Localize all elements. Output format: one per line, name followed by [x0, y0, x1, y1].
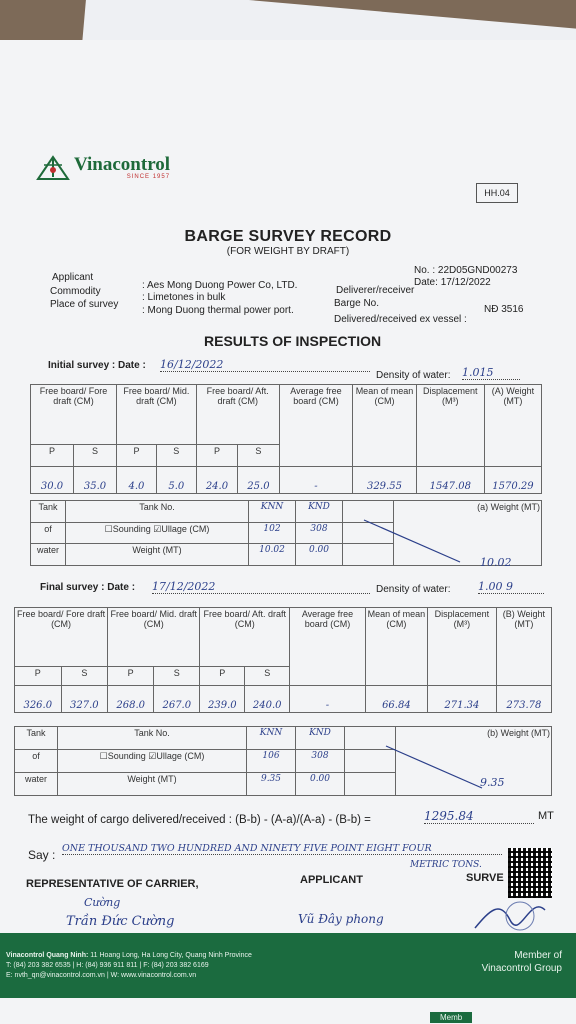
- water-word: water: [15, 773, 58, 796]
- say-value: ONE THOUSAND TWO HUNDRED AND NINETY FIVE POINT EIGHT FOUR: [62, 843, 502, 855]
- value-mid-s: 5.0: [156, 467, 196, 494]
- tank-result-header: (a) Weight (MT): [394, 501, 542, 566]
- footer-bar: [0, 933, 576, 998]
- strike-line: [360, 516, 470, 566]
- carrier-name: Trần Đức Cường: [66, 914, 175, 929]
- final-date: 17/12/2022: [152, 580, 370, 594]
- ullage-options: ☐Sounding ☑Ullage (CM): [58, 750, 247, 773]
- final-survey-label: Final survey : Date :: [40, 582, 136, 593]
- s-label: S: [245, 666, 290, 685]
- weight-knn: 9.35: [247, 773, 296, 796]
- weight-label: Weight (MT): [58, 773, 247, 796]
- header-fore: Free board/ Fore draft (CM): [15, 608, 108, 667]
- carrier-heading: REPRESENTATIVE OF CARRIER,: [26, 878, 199, 890]
- value-fore-s: 327.0: [61, 685, 108, 712]
- p-label: P: [117, 445, 157, 467]
- final-draft-table: [14, 607, 552, 713]
- commodity-value: : Limetones in bulk: [142, 292, 226, 303]
- value-mid-p: 268.0: [108, 685, 154, 712]
- barge-label: Barge No.: [334, 298, 380, 309]
- cargo-weight-unit: MT: [538, 810, 554, 822]
- brand-logo: [36, 155, 170, 181]
- form-code: HH.04: [476, 183, 518, 203]
- footer-contact: Vinacontrol Quang Ninh: 11 Hoang Long, Ha Long City, Quang Ninh Province T: (84) 203 382 6535 | H: (84) 936 911 811 | F: (84) 203 382 6169 E: nvth_qn@vinacontrol.com.vn | W: www.vinacontrol.com.vn: [6, 952, 252, 979]
- of-word: of: [15, 750, 58, 773]
- scale-icon: [36, 155, 70, 181]
- tank-result-header: (b) Weight (MT): [396, 727, 552, 796]
- applicant-heading: APPLICANT: [300, 874, 363, 886]
- tank-word: Tank: [31, 501, 66, 523]
- header-displacement: Displacement (M³): [416, 385, 484, 467]
- cargo-weight-value: 1295.84: [424, 809, 534, 824]
- say-value-2: METRIC TONS.: [410, 860, 482, 870]
- carrier-signature: Cường: [84, 896, 121, 909]
- tank-knd: KND: [296, 727, 345, 750]
- value-aft-s: 240.0: [245, 685, 290, 712]
- initial-tank-result: 10.02: [480, 556, 512, 569]
- surveyor-heading: SURVE: [466, 872, 504, 884]
- value-mean: 66.84: [365, 685, 427, 712]
- value-aft-p: 24.0: [196, 467, 237, 494]
- ullage-knd: 308: [296, 522, 343, 544]
- brand-name: Vinacontrol: [74, 154, 171, 175]
- applicant-label: Applicant: [52, 272, 94, 283]
- page-subtitle: (FOR WEIGHT BY DRAFT): [226, 246, 350, 257]
- ullage-knn: 106: [247, 750, 296, 773]
- water-word: water: [31, 544, 66, 566]
- value-mean: 329.55: [353, 467, 416, 494]
- applicant-name: Vũ Đây phong: [298, 912, 384, 926]
- s-label: S: [154, 666, 200, 685]
- initial-date: 16/12/2022: [160, 358, 370, 372]
- p-label: P: [200, 666, 245, 685]
- s-label: S: [238, 445, 279, 467]
- value-weight-b: 273.78: [496, 685, 551, 712]
- header-mean: Mean of mean (CM): [365, 608, 427, 686]
- barge-value: NĐ 3516: [484, 304, 524, 315]
- value-fore-p: 30.0: [31, 467, 74, 494]
- results-heading: RESULTS OF INSPECTION: [204, 333, 382, 349]
- place-value: : Mong Duong thermal power port.: [142, 305, 294, 316]
- final-density-label: Density of water:: [376, 584, 451, 595]
- value-fore-s: 35.0: [74, 467, 117, 494]
- value-aft-s: 25.0: [238, 467, 279, 494]
- p-label: P: [15, 666, 62, 685]
- header-fore: Free board/ Fore draft (CM): [31, 385, 117, 445]
- s-label: S: [74, 445, 117, 467]
- tank-word: Tank: [15, 727, 58, 750]
- value-average: -: [290, 685, 366, 712]
- tank-knd: KND: [296, 501, 343, 523]
- s-label: S: [61, 666, 108, 685]
- header-mid: Free board/ Mid. draft (CM): [117, 385, 197, 445]
- value-fore-p: 326.0: [15, 685, 62, 712]
- say-label: Say :: [28, 848, 56, 862]
- of-word: of: [31, 522, 66, 544]
- tank-knn: KNN: [247, 727, 296, 750]
- header-aft: Free board/ Aft. draft (CM): [196, 385, 279, 445]
- deliverer-label: Deliverer/receiver: [336, 285, 415, 296]
- record-date: Date: 17/12/2022: [414, 277, 491, 288]
- header-average: Average free board (CM): [290, 608, 366, 686]
- strike-line: [382, 742, 492, 792]
- initial-draft-table: [30, 384, 542, 494]
- tank-no-label: Tank No.: [58, 727, 247, 750]
- surveyor-signature-icon: [470, 890, 550, 934]
- commodity-label: Commodity: [50, 286, 101, 297]
- cargo-weight-label: The weight of cargo delivered/received : (B-b) - (A-a)/(A-a) - (B-b) =: [28, 814, 371, 826]
- final-density: 1.00 9: [478, 580, 544, 594]
- header-average: Average free board (CM): [279, 385, 353, 467]
- header-aft: Free board/ Aft. draft (CM): [200, 608, 290, 667]
- value-displacement: 271.34: [427, 685, 496, 712]
- p-label: P: [196, 445, 237, 467]
- place-label: Place of survey: [50, 299, 119, 310]
- value-displacement: 1547.08: [416, 467, 484, 494]
- initial-density-label: Density of water:: [376, 370, 451, 381]
- final-tank-result: 9.35: [480, 776, 505, 789]
- tank-knn: KNN: [249, 501, 296, 523]
- applicant-value: : Aes Mong Duong Power Co, LTD.: [142, 280, 298, 291]
- header-mean: Mean of mean (CM): [353, 385, 416, 467]
- brand-since: SINCE 1957: [126, 174, 171, 180]
- tank-no-label: Tank No.: [66, 501, 249, 523]
- record-number: No. : 22D05GND00273: [414, 265, 518, 276]
- value-weight-a: 1570.29: [484, 467, 541, 494]
- p-label: P: [108, 666, 154, 685]
- initial-density: 1.015: [462, 366, 520, 380]
- ullage-options: ☐Sounding ☑Ullage (CM): [66, 522, 249, 544]
- footer-member-bottom: Memb: [430, 1012, 472, 1023]
- initial-survey-label: Initial survey : Date :: [48, 360, 146, 371]
- page-title: BARGE SURVEY RECORD: [184, 228, 392, 245]
- ullage-knn: 102: [249, 522, 296, 544]
- value-mid-p: 4.0: [117, 467, 157, 494]
- value-mid-s: 267.0: [154, 685, 200, 712]
- value-average: -: [279, 467, 353, 494]
- delivered-label: Delivered/received ex vessel :: [334, 314, 467, 325]
- header-displacement: Displacement (M³): [427, 608, 496, 686]
- weight-label: Weight (MT): [66, 544, 249, 566]
- ullage-knd: 308: [296, 750, 345, 773]
- header-weight-a: (A) Weight (MT): [484, 385, 541, 467]
- weight-knd: 0.00: [296, 544, 343, 566]
- header-weight-b: (B) Weight (MT): [496, 608, 551, 686]
- header-mid: Free board/ Mid. draft (CM): [108, 608, 200, 667]
- weight-knn: 10.02: [249, 544, 296, 566]
- s-label: S: [156, 445, 196, 467]
- weight-knd: 0.00: [296, 773, 345, 796]
- p-label: P: [31, 445, 74, 467]
- value-aft-p: 239.0: [200, 685, 245, 712]
- footer-member: Member of Vinacontrol Group: [481, 950, 562, 974]
